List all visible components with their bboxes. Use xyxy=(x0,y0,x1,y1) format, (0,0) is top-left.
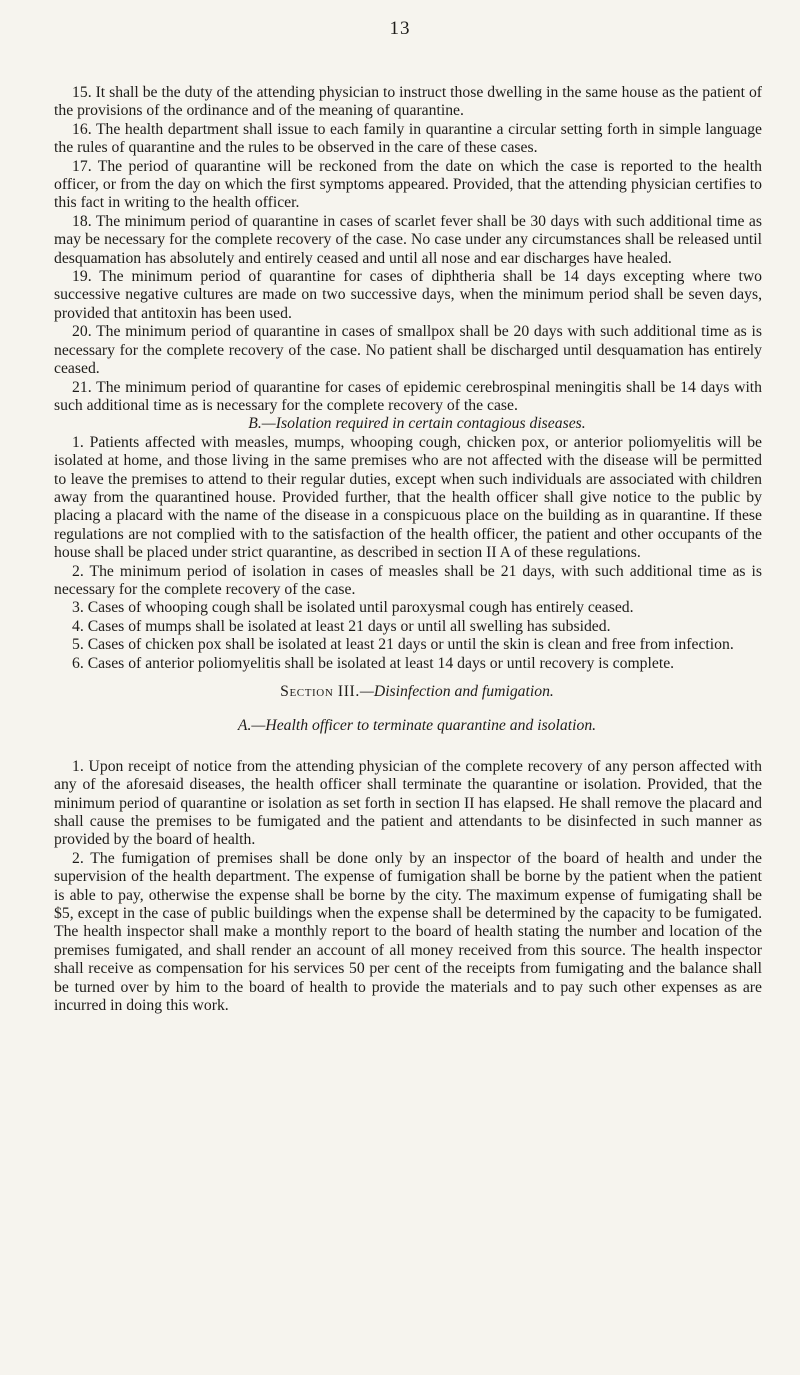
paragraph-21 xyxy=(54,379,762,416)
paragraph-number: 1. xyxy=(72,433,84,451)
paragraph-number: 2. xyxy=(72,562,84,580)
heading-title: —Health officer to terminate quarantine and isolation. xyxy=(251,717,597,735)
paragraph-text: Upon receipt of notice from the attending physician of the complete recovery of any person affected with any of the aforesaid diseases, the health officer shall terminate the quarantine or isolation. Provided, that the minimum period of quarantine or isolation as set forth in section II has elapsed. He shall remove the placard and shall cause the premises to be fumigated and the patient and attendants to be disinfected in such manner as provided by the board of health. xyxy=(54,757,762,849)
fumigation-paragraph-1 xyxy=(54,758,762,850)
paragraph-number: 19. xyxy=(72,268,92,286)
paragraph-text: The minimum period of isolation in cases of measles shall be 21 days, with such additional time as is necessary for the complete recovery of the case. xyxy=(54,562,762,598)
isolation-paragraph-2 xyxy=(54,563,762,600)
fumigation-paragraph-2 xyxy=(54,850,762,1016)
paragraph-18 xyxy=(54,213,762,268)
page-number: 13 xyxy=(389,18,411,39)
paragraph-16 xyxy=(54,121,762,158)
paragraph-number: 2. xyxy=(72,849,84,867)
paragraph-text: It shall be the duty of the attending physician to instruct those dwelling in the same house as the patient of the provisions of the ordinance and of the meaning of quarantine. xyxy=(54,84,763,120)
isolation-paragraph-3 xyxy=(54,599,762,617)
heading-title: —Isolation required in certain contagious diseases. xyxy=(261,415,586,433)
paragraph-text: The minimum period of quarantine for cases of diphtheria shall be 14 days excepting where two successive negative cultures are made on two successive days, when the minimum period shall be seven days, provided that antitoxin has been used. xyxy=(54,268,762,322)
paragraph-number: 5. xyxy=(72,636,84,654)
section-label: Section III. xyxy=(280,683,360,700)
paragraph-text: Patients affected with measles, mumps, whooping cough, chicken pox, or anterior poliomyelitis will be isolated at home, and those living in the same premises who are not affected with the disease will be permitted to leave the premises to attend to their regular duties, except when such individuals are associated with children away from the quarantined house. Provided further, that the health officer shall give notice to the public by placing a placard with the name of the disease in a conspicuous place on the building as in quarantine. If these regulations are not complied with to the satisfaction of the health officer, the patient and other occupants of the house shall be placed under strict quarantine, as described in section II A of these regulations. xyxy=(54,433,763,562)
paragraph-group-isolation xyxy=(54,434,762,673)
paragraph-number: 20. xyxy=(72,323,92,341)
paragraph-15 xyxy=(54,84,762,121)
paragraph-number: 4. xyxy=(72,617,84,635)
paragraph-text: The minimum period of quarantine for cases of epidemic cerebrospinal meningitis shall be 14 days with such additional time as is necessary for the complete recovery of the case. xyxy=(54,378,763,414)
isolation-paragraph-5 xyxy=(54,636,762,654)
paragraph-number: 17. xyxy=(72,157,92,175)
paragraph-17 xyxy=(54,158,762,213)
paragraph-group-quarantine xyxy=(54,84,762,415)
paragraph-text: The fumigation of premises shall be done only by an inspector of the board of health and under the supervision of the health department. The expense of fumigation shall be borne by the patient when the patient is able to pay, otherwise the expense shall be borne by the city. The maximum expense of fumigating shall be $5, except in the case of public buildings when the expense shall be determined by the capacity to be fumigated. The health inspector shall make a monthly report to the board of health stating the number and location of the premises fumigated, and shall render an account of all money received from this source. The health inspector shall receive as compensation for his services 50 per cent of the receipts from fumigating and the balance shall be turned over by him to the board of health to provide the materials and to pay such other expenses as are incurred in doing this work. xyxy=(54,849,762,1015)
paragraph-text: Cases of mumps shall be isolated at least 21 days or until all swelling has subsided. xyxy=(87,617,611,635)
paragraph-text: Cases of whooping cough shall be isolated until paroxysmal cough has entirely ceased. xyxy=(87,599,634,617)
isolation-paragraph-1 xyxy=(54,434,762,563)
paragraph-text: The health department shall issue to each family in quarantine a circular setting forth in simple language the rules of quarantine and the rules to be observed in the care of these cases. xyxy=(54,120,763,157)
paragraph-number: 16. xyxy=(72,120,92,138)
paragraph-text: Cases of anterior poliomyelitis shall be isolated at least 14 days or until recovery is complete. xyxy=(87,654,675,672)
isolation-paragraph-4 xyxy=(54,618,762,636)
paragraph-text: The minimum period of quarantine in cases of scarlet fever shall be 30 days with such additional time as may be necessary for the complete recovery of the case. No case under any circumstances shall be released until desquamation has absolutely and entirely ceased and until all nose and ear discharges have healed. xyxy=(54,212,762,267)
paragraph-19 xyxy=(54,268,762,323)
heading-lead: A. xyxy=(237,717,252,735)
paragraph-text: The minimum period of quarantine in cases of smallpox shall be 20 days with such additional time as is necessary for the complete recovery of the case. No patient shall be discharged until desquamation has entirely ceased. xyxy=(54,323,763,378)
paragraph-number: 1. xyxy=(72,757,84,775)
heading-lead: B. xyxy=(248,415,262,433)
paragraph-20 xyxy=(54,323,762,378)
heading-terminate xyxy=(54,717,762,735)
paragraph-group-fumigation xyxy=(54,758,762,1016)
isolation-paragraph-6 xyxy=(54,655,762,673)
paragraph-number: 18. xyxy=(72,212,92,230)
paragraph-number: 15. xyxy=(72,84,92,101)
paragraph-number: 21. xyxy=(72,378,92,396)
page-body xyxy=(54,84,762,1016)
section-title: —Disinfection and fumigation. xyxy=(359,683,554,700)
paragraph-number: 3. xyxy=(72,599,84,617)
paragraph-text: Cases of chicken pox shall be isolated at least 21 days or until the skin is clean and free from infection. xyxy=(87,636,734,654)
paragraph-number: 6. xyxy=(72,654,84,672)
heading-isolation xyxy=(54,415,762,433)
section-iii-heading xyxy=(54,683,762,701)
paragraph-text: The period of quarantine will be reckoned from the date on which the case is reported to the health officer, or from the day on which the first symptoms appeared. Provided, that the attending physician certifies to this fact in writing to the health officer. xyxy=(54,157,762,212)
